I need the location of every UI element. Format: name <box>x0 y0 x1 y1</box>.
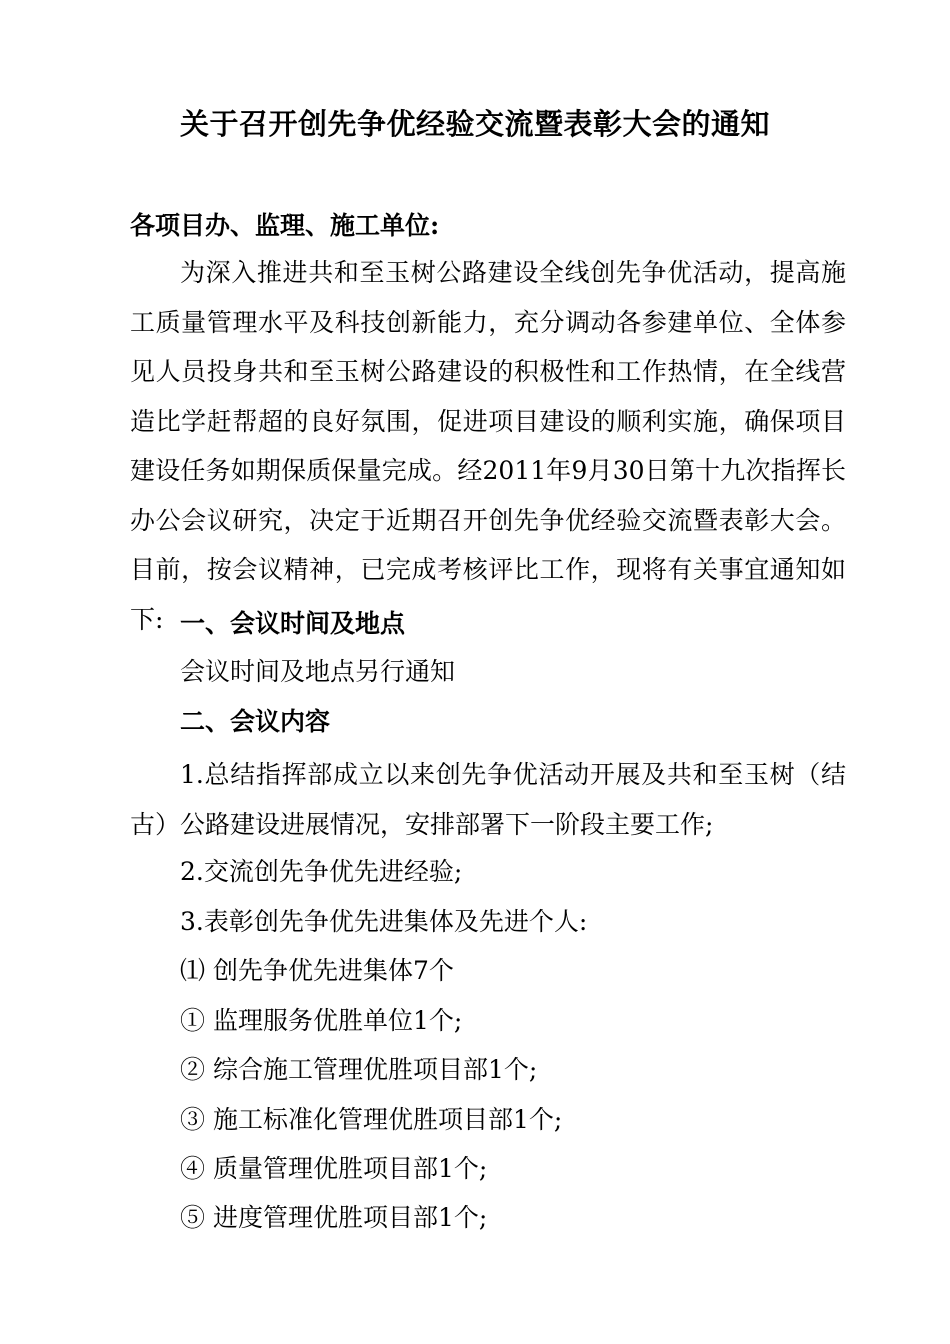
award-item: ① 监理服务优胜单位1个; <box>180 1006 463 1035</box>
award-item: ⑤ 进度管理优胜项目部1个; <box>180 1203 488 1232</box>
award-item: ④ 质量管理优胜项目部1个; <box>180 1154 488 1183</box>
section2-item1: 1.总结指挥部成立以来创先争优活动开展及共和至玉树（结古）公路建设进展情况，安排部署下一阶段主要工作; <box>130 760 846 839</box>
section1-content: 会议时间及地点另行通知 <box>180 657 456 686</box>
section2-item2: 2.交流创先争优先进经验; <box>180 857 463 886</box>
section1-heading: 一、会议时间及地点 <box>180 609 406 638</box>
award-item: ③ 施工标准化管理优胜项目部1个; <box>180 1105 563 1134</box>
sub-list-heading: ⑴ 创先争优先进集体7个 <box>180 956 454 985</box>
salutation: 各项目办、监理、施工单位: <box>130 211 440 240</box>
document-title: 关于召开创先争优经验交流暨表彰大会的通知 <box>179 107 770 141</box>
section2-heading: 二、会议内容 <box>180 707 331 736</box>
section2-item3: 3.表彰创先争优先进集体及先进个人: <box>180 907 588 936</box>
award-item: ② 综合施工管理优胜项目部1个; <box>180 1055 538 1084</box>
intro-paragraph: 为深入推进共和至玉树公路建设全线创先争优活动，提高施工质量管理水平及科技创新能力，充分调动各参建单位、全体参见人员投身共和至玉树公路建设的积极性和工作热情，在全线营造比学赶帮超的良好氛围，促进项目建设的顺利实施，确保项目建设任务如期保质保量完成。经2011年9月30日第十九次指挥长办公会议研究，决定于近期召开创先争优经验交流暨表彰大会。目前，按会议精神，已完成考核评比工作，现将有关事宜通知如下: <box>130 258 846 634</box>
